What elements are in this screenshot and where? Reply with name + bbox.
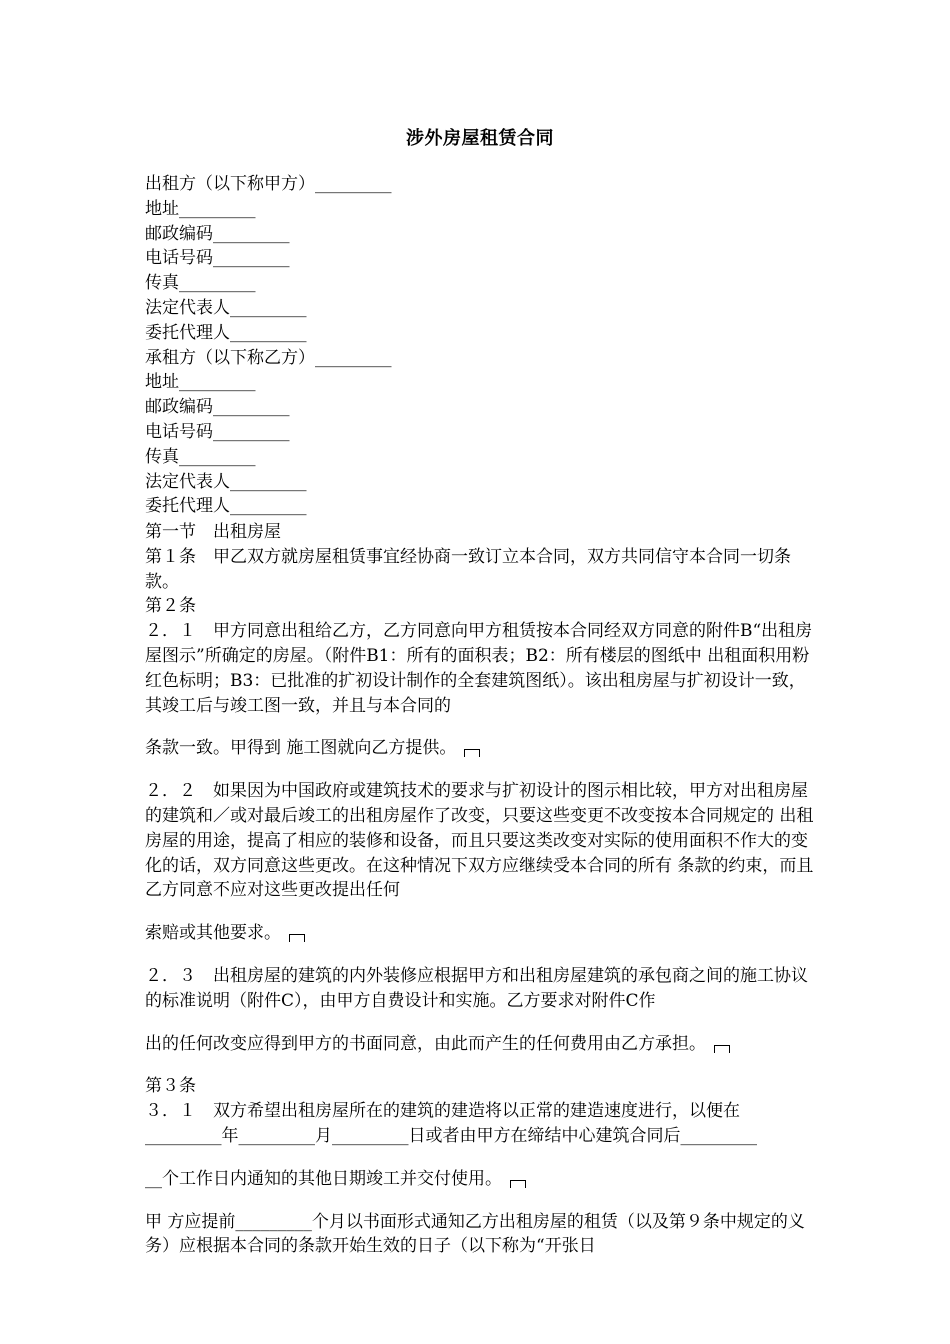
article-2-heading: 第２条 [145,596,196,617]
clause-3-1-next: 甲 方应提前_________个月以书面形式通知乙方出租房屋的租赁（以及第９条中规定的义务）应根据本合同的条款开始生效的日子（以下称为“开张日 [145,1211,805,1257]
lessor-address-line: 地址_________ [145,198,256,219]
clause-3-1-tail-text: __个工作日内通知的其他日期竣工并交付使用。 [145,1168,502,1189]
paragraph-gap [145,718,815,736]
clause-3-1-main: ３．１ 双方希望出租房屋所在的建筑的建造将以正常的建造速度进行，以便在_________年_________月_________日或者由甲方在缔结中心建筑合同后_________ [145,1101,757,1146]
clause-2-2-main: ２．２ 如果因为中国政府或建筑技术的要求与扩初设计的图示相比较，甲方对出租房屋的建筑和／或对最后竣工的出租房屋作了改变，只要这些变更不改变按本合同规定的 出租房屋的用途，提高了相应的装修和设备，而且只要这类改变对实际的使用面积不作大的变化的话，双方同意这些更改。在这种情况下双方应继续受本合同的所有 条款的约束，而且乙方同意不应对这些更改提出任何 [145,781,814,901]
paragraph-mark-icon [510,1180,526,1188]
lessor-agent-line: 委托代理人_________ [145,322,307,343]
contract-body [145,520,815,1259]
article-3-heading: 第３条 [145,1076,196,1097]
clause-2-2-tail [145,921,815,946]
lessor-line: 出租方（以下称甲方）_________ [145,174,392,194]
lessor-legal-rep-line: 法定代表人_________ [145,297,307,318]
paragraph-mark-icon [714,1045,730,1053]
paragraph-gap [145,1149,815,1167]
lessee-fax-line: 传真_________ [145,446,256,467]
paragraph-gap [145,1056,815,1074]
section-title: 第一节 出租房屋 [145,522,281,542]
lessee-postcode-line: 邮政编码_________ [145,397,290,418]
lessee-line: 承租方（以下称乙方）_________ [145,347,392,368]
lessee-phone-line: 电话号码_________ [145,421,290,442]
party-info-block [145,172,815,519]
clause-2-3-main: ２．３ 出租房屋的建筑的内外装修应根据甲方和出租房屋建筑的承包商之间的施工协议的标准说明（附件C），由甲方自费设计和实施。乙方要求对附件C作 [145,965,808,1011]
clause-2-3-tail-text: 出的任何改变应得到甲方的书面同意，由此而产生的任何费用由乙方承担。 [145,1033,706,1054]
clause-2-2-tail-text: 索赔或其他要求。 [145,923,281,944]
lessee-legal-rep-line: 法定代表人_________ [145,471,307,492]
clause-2-1-main: ２．１ 甲方同意出租给乙方，乙方同意向甲方租赁按本合同经双方同意的附件B“出租房屋图示”所确定的房屋。（附件B1：所有的面积表；B2：所有楼层的图纸中 出租面积用粉红色标明；B3：已批准的扩初设计制作的全套建筑图纸）。该出租房屋与扩初设计一致，其竣工后与竣工图一致，并且与本合同的 [145,621,813,716]
clause-2-1-tail [145,736,815,761]
clause-2-3-tail [145,1032,815,1057]
paragraph-gap [145,903,815,921]
lessor-fax-line: 传真_________ [145,273,256,294]
paragraph-mark-icon [289,934,305,942]
clause-3-1-tail [145,1167,815,1192]
lessor-postcode-line: 邮政编码_________ [145,223,290,244]
paragraph-gap [145,1014,815,1032]
paragraph-gap [145,1192,815,1210]
lessor-phone-line: 电话号码_________ [145,248,290,269]
clause-2-1-tail-text: 条款一致。甲得到 施工图就向乙方提供。 [145,738,457,759]
document-title: 涉外房屋租赁合同 [406,128,554,149]
paragraph-mark-icon [464,749,480,757]
lessee-agent-line: 委托代理人_________ [145,496,307,517]
paragraph-gap [145,761,815,779]
lessee-address-line: 地址_________ [145,372,256,393]
paragraph-gap [145,946,815,964]
article-1: 第１条 甲乙双方就房屋租赁事宜经协商一致订立本合同，双方共同信守本合同一切条款。 [145,546,791,592]
